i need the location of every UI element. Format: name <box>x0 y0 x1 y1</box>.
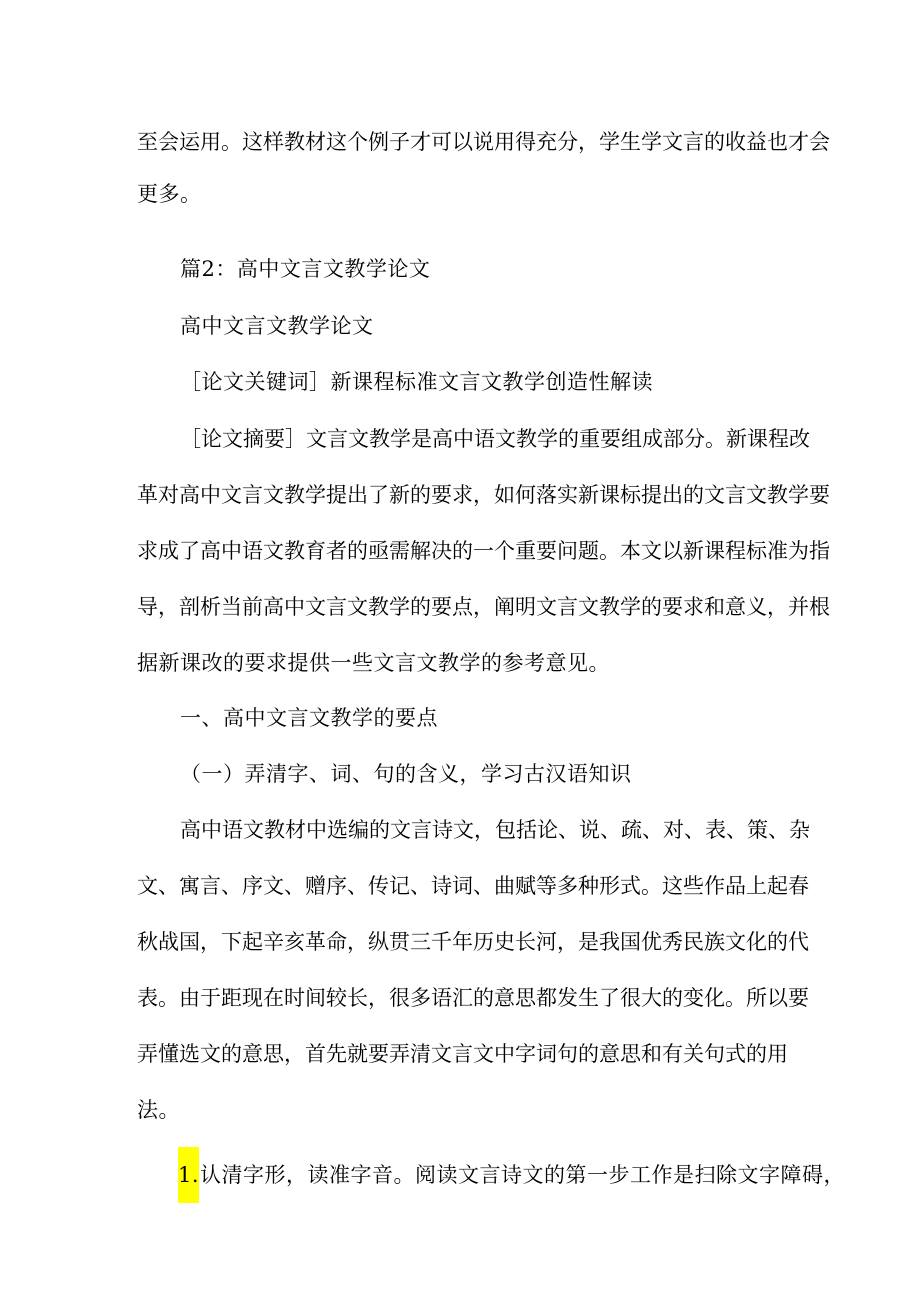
abstract-line-4: 导，剖析当前高中文言文教学的要点，阐明文言文教学的要求和意义，并根 <box>137 595 830 619</box>
body-line-2: 文、寓言、序文、赠序、传记、诗词、曲赋等多种形式。这些作品上起春 <box>137 874 809 898</box>
abstract-line-1: ［论文摘要］文言文教学是高中语文教学的重要组成部分。新课程改 <box>180 427 810 451</box>
paper-title: 高中文言文教学论文 <box>180 314 374 338</box>
continuation-line-2: 更多。 <box>137 182 202 206</box>
abstract-line-5: 据新课改的要求提供一些文言文教学的参考意见。 <box>137 651 610 675</box>
body-line-3: 秋战国，下起辛亥革命，纵贯三千年历史长河，是我国优秀民族文化的代 <box>137 930 809 954</box>
heading-1: 一、高中文言文教学的要点 <box>180 706 438 730</box>
body-line-6: 法。 <box>137 1098 180 1122</box>
body-line-4: 表。由于距现在时间较长，很多语汇的意思都发生了很大的变化。所以要 <box>137 986 809 1010</box>
body-line-1: 高中语文教材中选编的文言诗文，包括论、说、疏、对、表、策、杂 <box>180 818 810 842</box>
list-item-number-highlight: 1. <box>178 1147 199 1203</box>
body-line-5: 弄懂选文的意思，首先就要弄清文言文中字词句的意思和有关句式的用 <box>137 1042 788 1066</box>
list-item-1 <box>178 1147 845 1203</box>
continuation-line-1: 至会运用。这样教材这个例子才可以说用得充分，学生学文言的收益也才会 <box>137 130 830 154</box>
heading-1-1: （一）弄清字、词、句的含义，学习古汉语知识 <box>180 762 632 786</box>
abstract-line-3: 求成了高中语文教育者的亟需解决的一个重要问题。本文以新课程标准为指 <box>137 539 830 563</box>
keywords-line: ［论文关键词］新课程标准文言文教学创造性解读 <box>180 370 653 394</box>
abstract-line-2: 革对高中文言文教学提出了新的要求，如何落实新课标提出的文言文教学要 <box>137 483 830 507</box>
list-item-text: 认清字形，读准字音。阅读文言诗文的第一步工作是扫除文字障碍， <box>200 1163 846 1187</box>
section-heading: 篇2：高中文言文教学论文 <box>180 257 431 281</box>
